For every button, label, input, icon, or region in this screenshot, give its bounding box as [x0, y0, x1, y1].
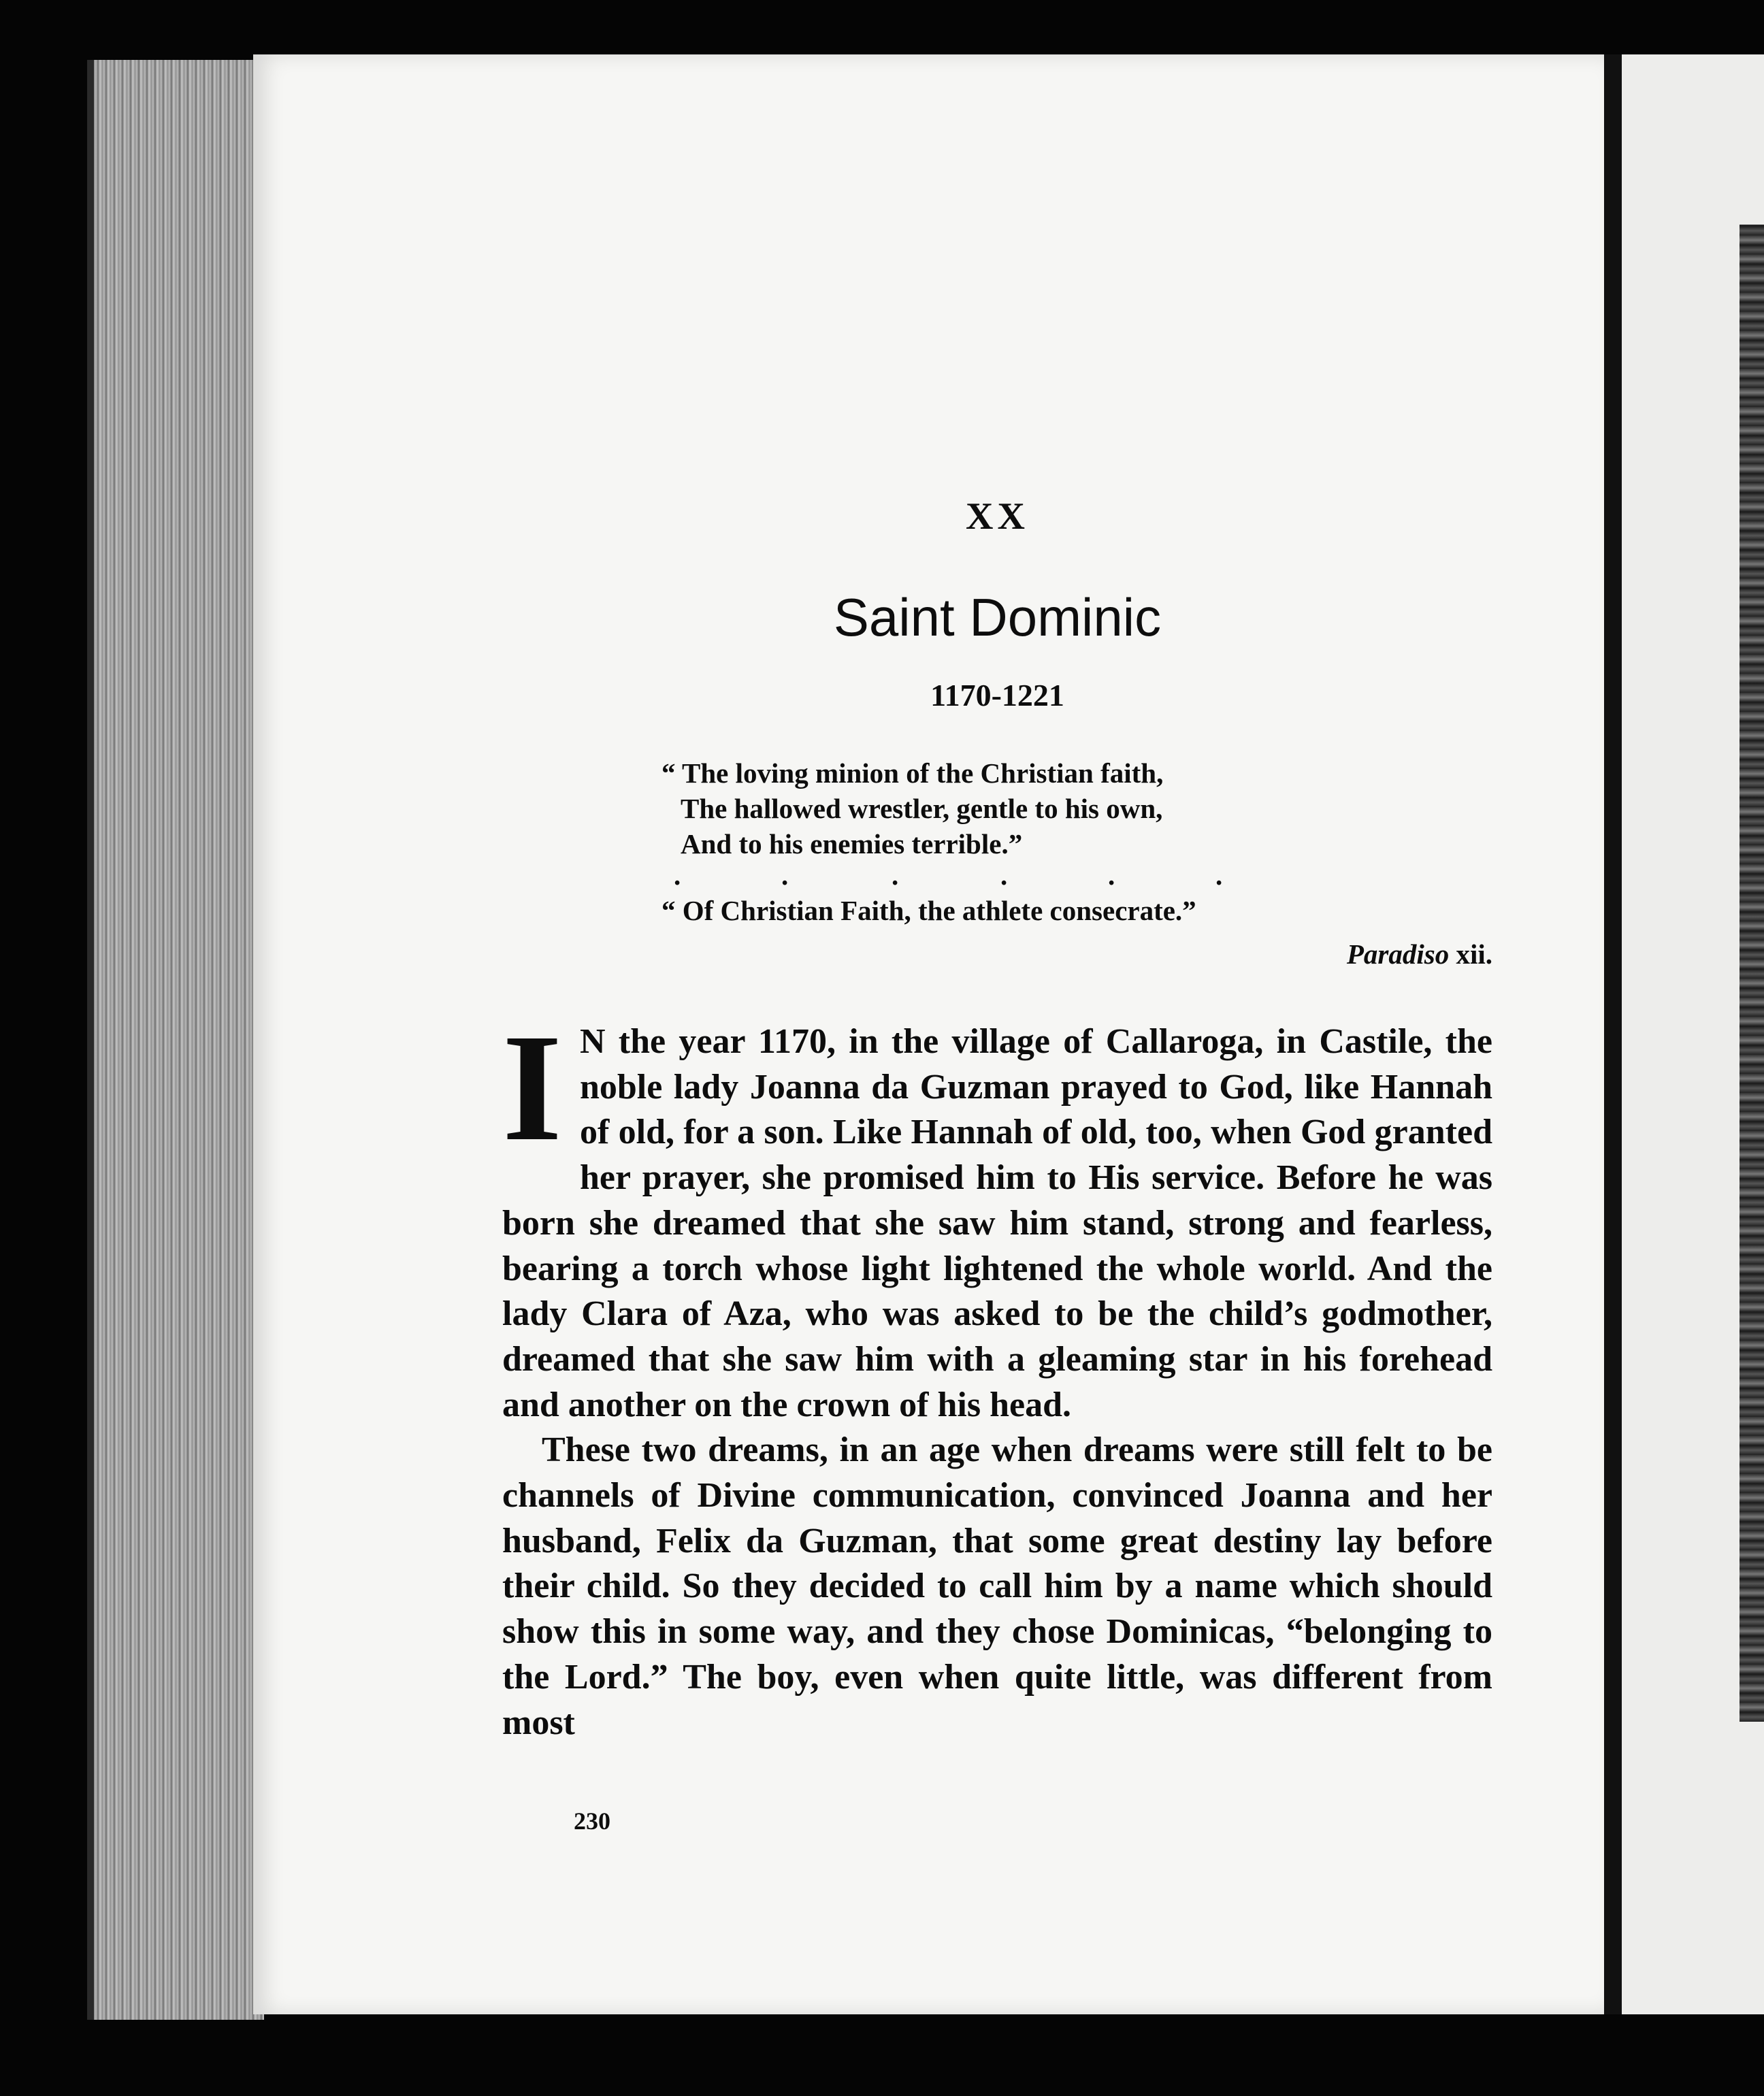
paragraph-1 — [502, 1002, 1492, 1428]
paragraph-2: These two dreams, in an age when dreams were still felt to be channels of Divine communication, convinced Joanna and her husband, Felix da Guzman, that some great destiny lay before their child. So they decided to call him by a name which should show this in some way, and they chose Dominicas, “belonging to the Lord.” The boy, even when quite little, was different from most — [502, 1430, 1492, 1742]
body-text — [502, 1002, 1492, 1746]
ellipsis-dots: . . . . . . — [674, 859, 1223, 891]
facing-plate-edge — [1740, 225, 1764, 1722]
page-number: 230 — [574, 1807, 610, 1835]
drop-cap: I — [502, 1002, 562, 1173]
epigraph-line: And to his enemies terrible.” — [681, 828, 1023, 859]
attribution-canto: xii. — [1449, 938, 1492, 970]
paragraph-1-text: N the year 1170, in the village of Callaroga, in Castile, the noble lady Joanna da Guzman prayed to God, like Hannah of old, for a son. Like Hannah of old, too, when God granted her prayer, she promised him to His service. Before he was born she dreamed that she saw him stand, strong and fearless, bearing a torch whose light lightened the whole world. And the lady Clara of Aza, who was asked to be the child’s godmother, dreamed that she saw him with a gleaming star in his forehead and another on the crown of his head. — [502, 1022, 1492, 1424]
book-page-edges — [87, 60, 264, 2020]
chapter-title: Saint Dominic — [833, 587, 1162, 647]
chapter-dates: 1170-1221 — [930, 678, 1064, 713]
epigraph-line: “ Of Christian Faith, the athlete consecrate.” — [662, 895, 1196, 926]
epigraph-line: The hallowed wrestler, gentle to his own, — [681, 793, 1163, 824]
attribution-work: Paradiso — [1346, 938, 1450, 970]
chapter-number: XX — [966, 495, 1029, 538]
epigraph — [662, 755, 1490, 928]
epigraph-attribution — [1347, 938, 1492, 970]
book-gutter — [1604, 54, 1622, 2014]
epigraph-line: “ The loving minion of the Christian faith, — [662, 757, 1164, 789]
